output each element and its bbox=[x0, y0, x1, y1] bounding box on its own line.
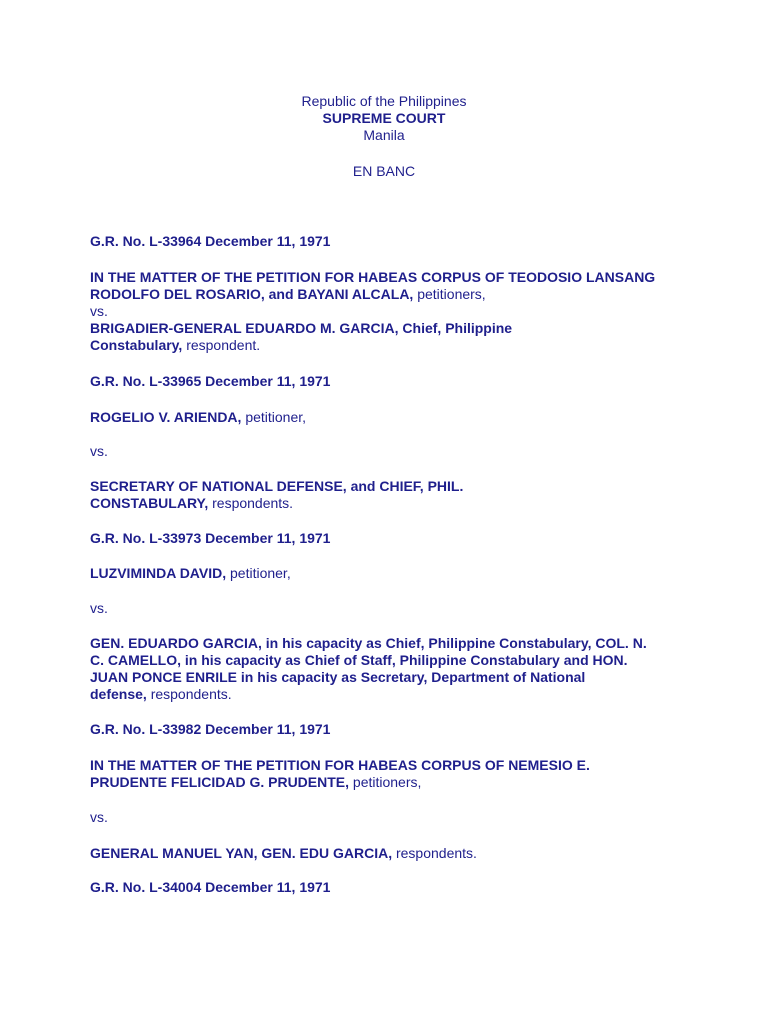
case4-petitioners-role: petitioners, bbox=[349, 774, 422, 790]
court-heading: SUPREME COURT bbox=[322, 110, 446, 126]
case1-respondent-name: Constabulary, bbox=[90, 337, 183, 353]
division-heading: EN BANC bbox=[352, 163, 416, 179]
case4-title-line2 bbox=[90, 774, 421, 791]
case3-respondent-tail: defense, bbox=[90, 686, 147, 702]
case4-gr-number: G.R. No. L-33982 December 11, 1971 bbox=[90, 721, 331, 737]
case2-petitioner bbox=[90, 409, 306, 426]
case1-petitioners-names: RODOLFO DEL ROSARIO, and BAYANI ALCALA, bbox=[90, 286, 414, 302]
case2-respondent-role: respondents. bbox=[208, 495, 294, 511]
case4-respondents-names: GENERAL MANUEL YAN, GEN. EDU GARCIA, bbox=[90, 845, 393, 861]
case1-title-line1: IN THE MATTER OF THE PETITION FOR HABEAS CORPUS OF TEODOSIO LANSANG bbox=[90, 269, 656, 285]
case4-respondents-role: respondents. bbox=[392, 845, 477, 861]
case3-respondent-line2: C. CAMELLO, in his capacity as Chief of Staff, Philippine Constabulary and HON. bbox=[90, 652, 628, 668]
case4-title-line1: IN THE MATTER OF THE PETITION FOR HABEAS CORPUS OF NEMESIO E. bbox=[90, 757, 590, 773]
case2-respondent-name: CONSTABULARY, bbox=[90, 495, 209, 511]
case1-title-line2 bbox=[90, 286, 486, 303]
case1-vs: vs. bbox=[90, 303, 108, 319]
case2-vs: vs. bbox=[90, 443, 108, 459]
city-heading: Manila bbox=[363, 127, 405, 143]
case3-petitioner-name: LUZVIMINDA DAVID, bbox=[90, 565, 227, 581]
case2-respondent-line2 bbox=[90, 495, 293, 512]
case3-respondent-line1: GEN. EDUARDO GARCIA, in his capacity as Chief, Philippine Constabulary, COL. N. bbox=[90, 635, 647, 651]
case1-gr-number: G.R. No. L-33964 December 11, 1971 bbox=[90, 233, 331, 249]
case3-gr-number: G.R. No. L-33973 December 11, 1971 bbox=[90, 530, 331, 546]
case2-petitioner-role: petitioner, bbox=[241, 409, 307, 425]
case1-respondent-role: respondent. bbox=[182, 337, 261, 353]
case1-respondent-line2 bbox=[90, 337, 260, 354]
republic-heading: Republic of the Philippines bbox=[301, 93, 467, 109]
case4-respondents bbox=[90, 845, 477, 862]
case1-petitioners-role: petitioners, bbox=[413, 286, 486, 302]
case3-respondent-line4 bbox=[90, 686, 232, 703]
case3-petitioner bbox=[90, 565, 291, 582]
case2-gr-number: G.R. No. L-33965 December 11, 1971 bbox=[90, 373, 331, 389]
case4-vs: vs. bbox=[90, 809, 108, 825]
case3-respondent-line3: JUAN PONCE ENRILE in his capacity as Secretary, Department of National bbox=[90, 669, 586, 685]
case4-petitioners-names: PRUDENTE FELICIDAD G. PRUDENTE, bbox=[90, 774, 350, 790]
case2-respondent-line1: SECRETARY OF NATIONAL DEFENSE, and CHIEF, PHIL. bbox=[90, 478, 464, 494]
case1-respondent-line1: BRIGADIER-GENERAL EDUARDO M. GARCIA, Chief, Philippine bbox=[90, 320, 513, 336]
case2-petitioner-name: ROGELIO V. ARIENDA, bbox=[90, 409, 242, 425]
case3-respondent-role: respondents. bbox=[146, 686, 232, 702]
case5-gr-number: G.R. No. L-34004 December 11, 1971 bbox=[90, 879, 331, 895]
case3-petitioner-role: petitioner, bbox=[226, 565, 291, 581]
case3-vs: vs. bbox=[90, 600, 108, 616]
